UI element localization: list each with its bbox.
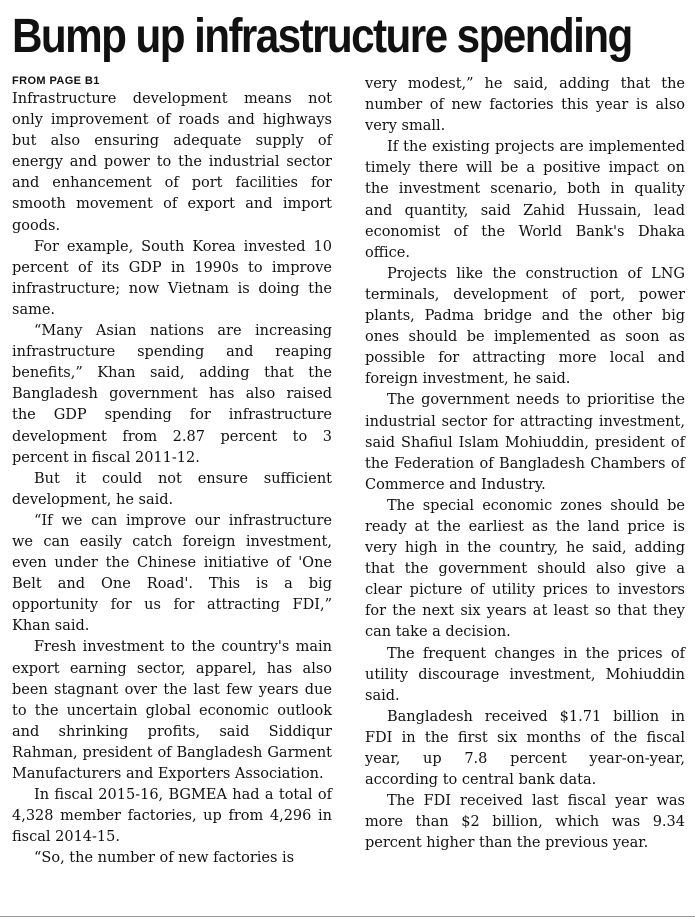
paragraph: The special economic zones should be ready at the earliest as the land price is very high in the country, he said, adding that the government should also give a clear picture of utility prices to investors for the next six years at least so that they can take a decision. — [365, 497, 685, 641]
paragraph: But it could not ensure sufficient development, he said. — [12, 470, 332, 508]
bottom-divider — [0, 916, 695, 917]
left-column — [12, 74, 332, 869]
right-column — [365, 74, 685, 869]
paragraph: “If we can improve our infrastructure we can easily catch foreign investment, even under the Chinese initiative of 'One Belt and One Road'. This is a big opportunity for us for attracting FDI,” Khan said. — [12, 512, 332, 635]
paragraph: In fiscal 2015-16, BGMEA had a total of 4,328 member factories, up from 4,296 in fiscal 2014-15. — [12, 787, 332, 846]
paragraph: The FDI received last fiscal year was more than $2 billion, which was 9.34 percent higher than the previous year. — [365, 793, 685, 852]
paragraph: “Many Asian nations are increasing infrastructure spending and reaping benefits,” Khan said, adding that the Bangladesh government has also raised the GDP spending for infrastructure development from 2.87 percent to 3 percent in fiscal 2011-12. — [12, 323, 332, 466]
paragraph: Infrastructure development means not only improvement of roads and highways but also ensuring adequate supply of energy and power to the industrial sector and enhancement of port facilities for smooth movement of export and import goods. — [12, 91, 332, 234]
paragraph: Projects like the construction of LNG terminals, development of port, power plants, Padma bridge and the other big ones should be implemented as soon as possible for attracting more local and foreign investment, he said. — [365, 265, 685, 388]
paragraph: very modest,” he said, adding that the number of new factories this year is also very small. — [365, 76, 685, 135]
headline: Bump up infrastructure spending — [12, 10, 632, 63]
jump-label: FROM PAGE B1 — [12, 75, 100, 87]
paragraph: Fresh investment to the country's main export earning sector, apparel, has also been stagnant over the last few years due to the uncertain global economic outlook and shrinking profits, said Siddiqur Rahman, president of Bangladesh Garment Manufacturers and Exporters Association. — [12, 639, 332, 782]
paragraph: “So, the number of new factories is — [34, 850, 295, 867]
paragraph: If the existing projects are implemented timely there will be a positive impact on the investment scenario, both in quality and quantity, said Zahid Hussain, lead economist of the World Bank's Dhaka office. — [365, 139, 685, 261]
paragraph: The government needs to prioritise the industrial sector for attracting investment, said Shafiul Islam Mohiuddin, president of the Federation of Bangladesh Chambers of Commerce and Industry. — [365, 392, 685, 493]
paragraph: For example, South Korea invested 10 percent of its GDP in 1990s to improve infrastructure; now Vietnam is doing the same. — [12, 238, 332, 318]
paragraph: The frequent changes in the prices of utility discourage investment, Mohiuddin said. — [365, 645, 685, 704]
article-body — [12, 74, 685, 869]
paragraph: Bangladesh received $1.71 billion in FDI in the first six months of the fiscal year, up 7.8 percent year-on-year, according to central bank data. — [365, 708, 685, 789]
